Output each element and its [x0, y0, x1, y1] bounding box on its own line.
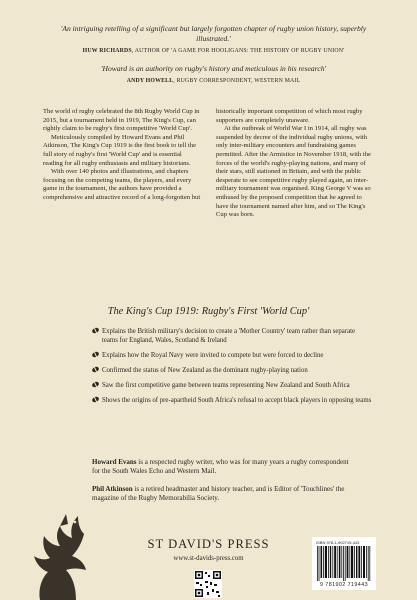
reviewer-source-2: , RUGBY CORRESPONDENT, WESTERN MAIL [173, 78, 301, 84]
rugby-ball-icon [91, 366, 99, 373]
qr-code[interactable] [194, 570, 222, 598]
author-bio-2 [92, 485, 352, 504]
reviewer-source-1: , AUTHOR OF 'A GAME FOR HOOLIGANS: THE HISTORY OF RUGBY UNION' [131, 48, 345, 54]
publisher-url[interactable]: www.st-davids-press.com [173, 555, 244, 562]
author-name-2: Phil Atkinson [92, 484, 133, 493]
blurb-paragraph: Meticulously compiled by Howard Evans and Phil Atkinson, The King's Cup 1919 is the first book to tell the full story of rugby's first 'World Cup' and is essential reading for all rugby enthusiasts and military historians. [43, 133, 197, 167]
review-quotes [56, 24, 371, 94]
feature-item [92, 381, 372, 390]
author-text-1: is a respected rugby writer, who was for many years a rugby correspondent for the South Wales Echo and Western Mail. [92, 458, 349, 476]
blurb-left-column [43, 108, 202, 220]
feature-item [92, 351, 372, 360]
blurb-paragraph: historically important competition of which most rugby supporters are completely unaware. [216, 108, 363, 124]
feature-text: Explains the British military's decision to create a 'Mother Country' team rather than separate teams for England, Wales, Scotland & Ireland [102, 328, 356, 344]
review-attribution-2 [56, 77, 371, 85]
rugby-ball-icon [91, 396, 99, 403]
rugby-ball-icon [91, 327, 99, 334]
isbn-label: ISBN 978-1-902719-443 [316, 540, 360, 545]
author-bios [92, 458, 352, 512]
blurb-paragraph: The world of rugby celebrated the 8th Rugby World Cup in 2015, but a tournament held in 1919, The King's Cup, can rightly claim to be rugby's first competitive 'World Cup'. [43, 108, 200, 133]
rugby-ball-icon [91, 381, 99, 388]
blurb [43, 108, 375, 220]
reviewer-name-1: HUW RICHARDS [82, 48, 132, 54]
rugby-ball-icon [91, 351, 99, 358]
feature-text: Confirmed the status of New Zealand as the dominant rugby-playing nation [102, 367, 308, 374]
blurb-right-column [216, 108, 375, 220]
publisher-name: ST DAVID'S PRESS [147, 537, 270, 551]
review-quote-2: 'Howard is an authority on rugby's history and meticulous in his research' [100, 64, 327, 73]
review-quote-1: 'An intriguing retelling of a significant but largely forgotten chapter of rugby union history, superbly illustrated.' [60, 24, 367, 43]
feature-item [92, 396, 372, 405]
barcode-block [312, 537, 376, 590]
blurb-paragraph: At the outbreak of World War I in 1914, all rugby was suspended by decree of the individual rugby unions, with only inter-military encounters and fundraising games permitted. After the Armistice in November 1918, with the forces of the world's rugby-playing nations, and many of their stars, still stationed in Britain, and with the public desperate to see competitive rugby played again, an inter-military tournament was organised. King George V was so enthused by the proposed competition that he agreed to have the tournament named after him, and so The King's Cup was born. [216, 125, 371, 219]
feature-item [92, 327, 372, 345]
book-title: The King's Cup 1919: Rugby's First 'World Cup' [107, 306, 310, 317]
feature-list [92, 327, 372, 411]
barcode-number: 9 781902 719443 [320, 582, 368, 588]
review-attribution-1 [56, 47, 371, 55]
feature-text: Explains how the Royal Navy were invited to compete but were forced to decline [102, 352, 324, 359]
author-name-1: Howard Evans [92, 458, 137, 466]
author-text-2: is a retired headmaster and history teacher, and is Editor of 'Touchlines' the magazine of the Rugby Memorabilia Society. [92, 484, 345, 503]
reviewer-name-2: ANDY HOWELL [126, 78, 174, 84]
feature-text: Shows the origins of pre-apartheid South Africa's refusal to accept black players in opposing teams [102, 397, 372, 404]
blurb-paragraph: With over 140 photos and illustrations, and chapters focusing on the competing teams, the players, and every game in the tournament, the authors have provided a comprehensive and attractive record of a long-forgotten but [43, 168, 201, 201]
feature-item [92, 366, 372, 375]
author-bio-1 [92, 458, 352, 477]
barcode [316, 546, 372, 581]
feature-text: Saw the first competitive game between teams representing New Zealand and South Africa [102, 382, 350, 389]
